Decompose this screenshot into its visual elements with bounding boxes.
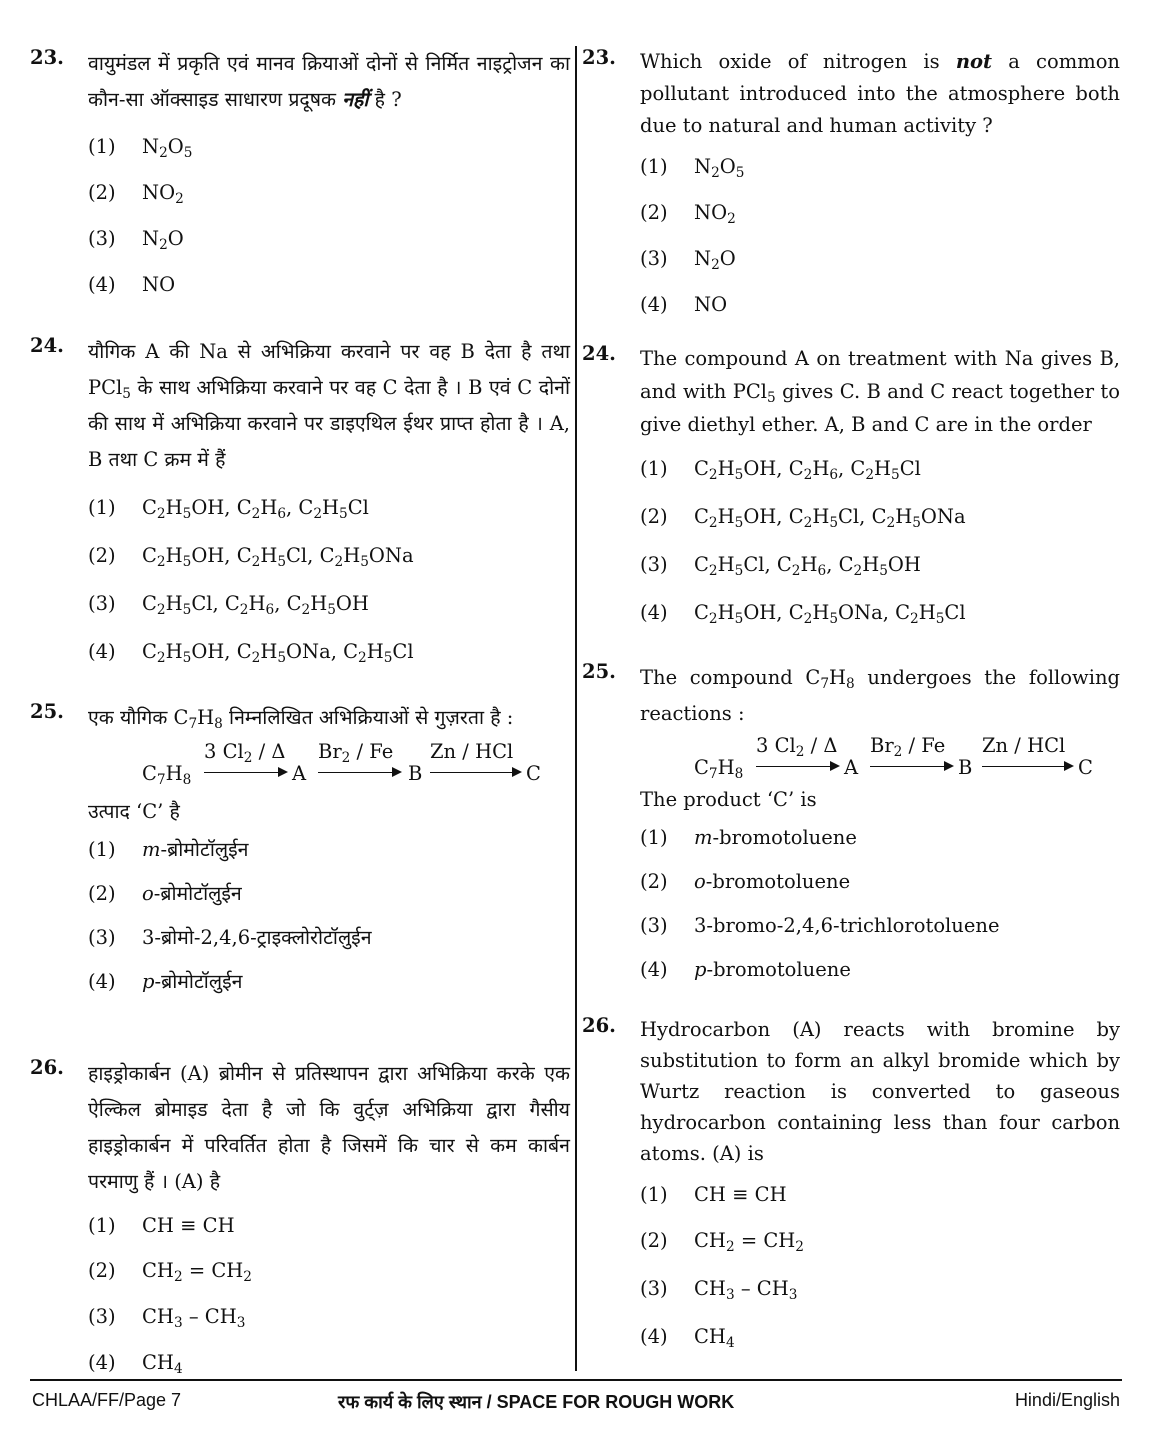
option[interactable]: (4) $C_2H_5OH$, $C_2H_5ONa$, $C_2H_5Cl$: [640, 601, 966, 627]
product-prompt: उत्पाद ‘C’ है: [88, 800, 180, 823]
question-text: Hydrocarbon (A) reacts with bromine by substitution to form an alkyl bromide which by Wurtz reaction is converted to gaseous hydrocarbon containing less than four carbon atoms. (A) is: [640, 1018, 1120, 1165]
option[interactable]: (4) p-bromotoluene: [640, 958, 851, 981]
language-label: Hindi/English: [1014, 1390, 1120, 1410]
question-24-en: [582, 342, 1120, 660]
option[interactable]: (3) 3-bromo-2,4,6-trichlorotoluene: [640, 914, 1000, 937]
option[interactable]: (1) CH ≡ CH: [88, 1214, 235, 1237]
question-number: 26.: [582, 1014, 616, 1037]
option[interactable]: (2) $CH_2 = CH_2$: [640, 1229, 804, 1255]
reaction-scheme: $C_7H_8$ 3 $Cl_2$ / Δ A $Br_2$ / Fe B Zn / HCl C: [142, 740, 541, 788]
product-prompt: The product ‘C’ is: [640, 788, 817, 811]
option[interactable]: (2) $NO_2$: [640, 201, 736, 227]
question-number: 23.: [30, 46, 64, 69]
option[interactable]: (3) $C_2H_5Cl$, $C_2H_6$, $C_2H_5OH$: [88, 592, 369, 618]
option[interactable]: (3) $CH_3 - CH_3$: [640, 1277, 798, 1303]
footer-rule: [30, 1379, 1122, 1381]
reaction-arrow: [204, 772, 286, 773]
question-number: 24.: [30, 334, 64, 357]
question-26-hi: [30, 1056, 570, 1386]
reaction-arrow: [870, 766, 952, 767]
reaction-arrow: [318, 772, 400, 773]
option[interactable]: (4) NO: [640, 293, 728, 316]
question-text: हाइड्रोकार्बन (A) ब्रोमीन से प्रतिस्थापन द्वारा अभिक्रिया करके एक ऐल्किल ब्रोमाइड देता है जो कि वुर्ट्ज़ अभिक्रिया द्वारा गैसीय हाइड्रोकार्बन में परिवर्तित होता है जिसमें कि चार से कम कार्बन परमाणु हैं । (A) है: [88, 1062, 570, 1193]
option[interactable]: (3) $CH_3 - CH_3$: [88, 1305, 246, 1331]
question-number: 23.: [582, 46, 616, 69]
option[interactable]: (4) NO: [88, 273, 176, 296]
option[interactable]: (4) p-ब्रोमोटॉलुईन: [88, 970, 243, 993]
option[interactable]: (1) m-bromotoluene: [640, 826, 857, 849]
question-text: The compound A on treatment with Na gives B, and with PCl$_5$ gives C. B and C react together to give diethyl ether. A, B and C are in the order: [640, 347, 1120, 436]
question-text: यौगिक A की Na से अभिक्रिया करवाने पर वह B देता है तथा PCl$_5$ के साथ अभिक्रिया करवाने पर वह C देता है । B एवं C दोनों की साथ में अभिक्रिया करवाने पर डाइएथिल ईथर प्राप्त होता है । A, B तथा C क्रम में हैं: [88, 340, 570, 471]
page-code: CHLAA/FF/Page 7: [32, 1390, 182, 1410]
hindi-column: [30, 46, 570, 1386]
option[interactable]: (2) o-bromotoluene: [640, 870, 851, 893]
question-text: एक यौगिक $C_7H_8$ निम्नलिखित अभिक्रियाओं से गुज़रता है :: [88, 706, 514, 732]
question-number: 25.: [30, 700, 64, 723]
option[interactable]: (2) o-ब्रोमोटॉलुईन: [88, 882, 242, 905]
question-text: Which oxide of nitrogen is not a common pollutant introduced into the atmosphere both due to natural and human activity ?: [640, 50, 1120, 137]
option[interactable]: (2) $C_2H_5OH$, $C_2H_5Cl$, $C_2H_5ONa$: [640, 505, 966, 531]
question-26-en: [582, 1014, 1120, 1361]
option[interactable]: (1) CH ≡ CH: [640, 1183, 787, 1206]
option[interactable]: (1) $C_2H_5OH$, $C_2H_6$, $C_2H_5Cl$: [640, 457, 921, 483]
option[interactable]: (4) $CH_4$: [640, 1325, 735, 1351]
question-25-en: [582, 660, 1120, 1014]
option[interactable]: (1) $C_2H_5OH$, $C_2H_6$, $C_2H_5Cl$: [88, 496, 369, 522]
option[interactable]: (1) $N_2O_5$: [88, 135, 193, 161]
option[interactable]: (3) $C_2H_5Cl$, $C_2H_6$, $C_2H_5OH$: [640, 553, 921, 579]
question-text: The compound $C_7H_8$ undergoes the following reactions :: [640, 666, 1120, 725]
option[interactable]: (1) $N_2O_5$: [640, 155, 745, 181]
question-24-hi: [30, 334, 570, 700]
option[interactable]: (3) $N_2O$: [640, 247, 736, 273]
column-divider: [575, 46, 577, 1371]
reaction-arrow: [756, 766, 838, 767]
option[interactable]: (3) $N_2O$: [88, 227, 184, 253]
question-23-en: [582, 46, 1120, 342]
question-number: 26.: [30, 1056, 64, 1079]
option[interactable]: (2) $C_2H_5OH$, $C_2H_5Cl$, $C_2H_5ONa$: [88, 544, 414, 570]
question-23-hi: [30, 46, 570, 334]
english-column: [582, 46, 1120, 1361]
option[interactable]: (2) $CH_2 = CH_2$: [88, 1259, 252, 1285]
question-25-hi: [30, 700, 570, 1056]
option[interactable]: (2) $NO_2$: [88, 181, 184, 207]
question-number: 25.: [582, 660, 616, 683]
reaction-scheme: $C_7H_8$ 3 $Cl_2$ / Δ A $Br_2$ / Fe B Zn / HCl C: [694, 734, 1093, 782]
reaction-arrow: [430, 772, 520, 773]
rough-work-label: रफ कार्य के लिए स्थान / SPACE FOR ROUGH WORK: [338, 1392, 735, 1412]
option[interactable]: (4) $CH_4$: [88, 1351, 183, 1377]
reaction-arrow: [982, 766, 1072, 767]
option[interactable]: (3) 3-ब्रोमो-2,4,6-ट्राइक्लोरोटॉलुईन: [88, 926, 372, 949]
option[interactable]: (4) $C_2H_5OH$, $C_2H_5ONa$, $C_2H_5Cl$: [88, 640, 414, 666]
question-number: 24.: [582, 342, 616, 365]
option[interactable]: (1) m-ब्रोमोटॉलुईन: [88, 838, 249, 861]
question-text: वायुमंडल में प्रकृति एवं मानव क्रियाओं दोनों से निर्मित नाइट्रोजन का कौन-सा ऑक्साइड साधारण प्रदूषक नहीं है ?: [88, 52, 570, 111]
